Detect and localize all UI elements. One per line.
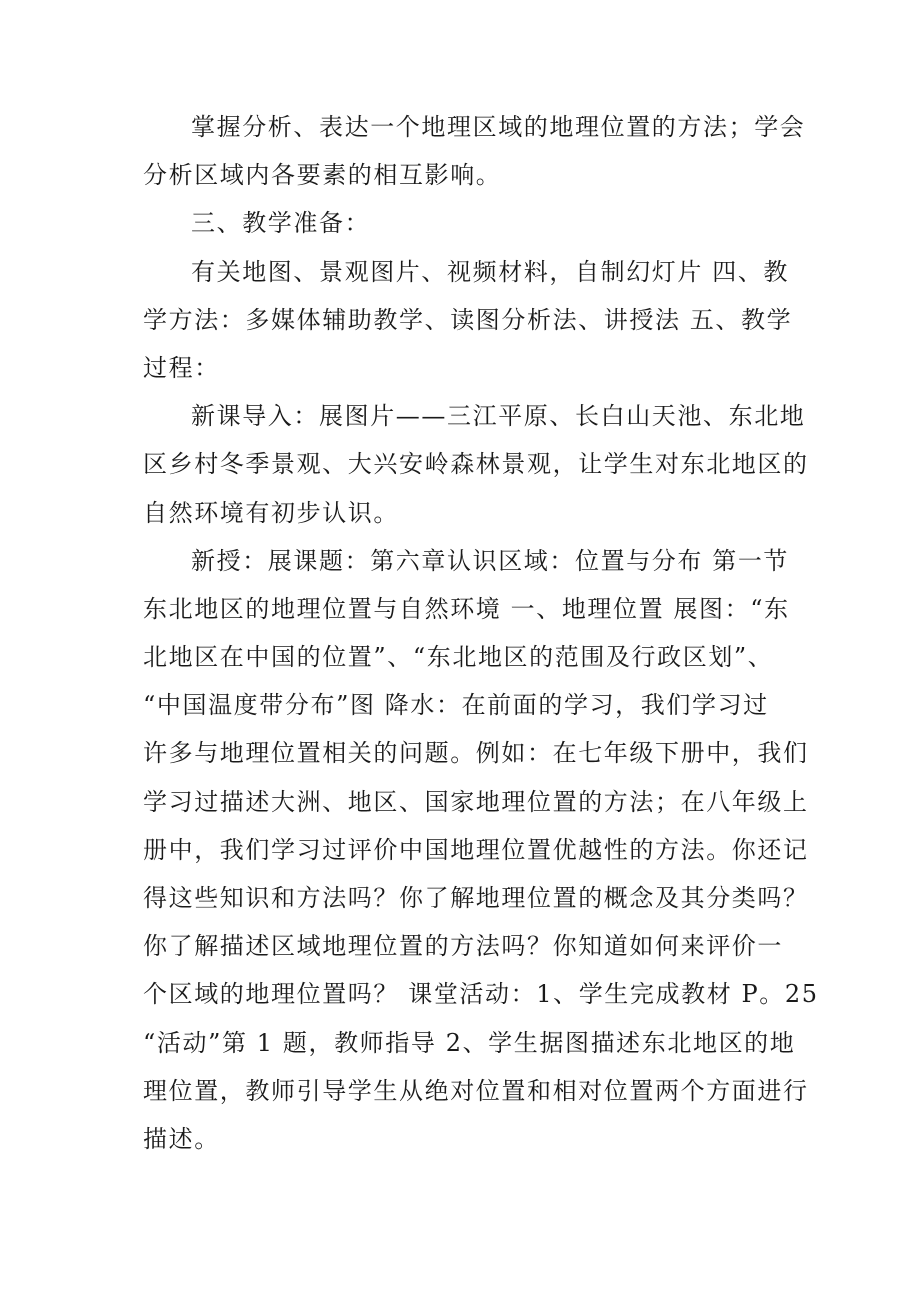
text-line: 册中，我们学习过评价中国地理位置优越性的方法。你还记 <box>143 835 809 864</box>
text-line: 有关地图、景观图片、视频材料，自制幻灯片 四、教 <box>191 257 790 286</box>
text-line: 你了解描述区域地理位置的方法吗？你知道如何来评价一 <box>143 932 783 961</box>
text-line: 得这些知识和方法吗？你了解地理位置的概念及其分类吗？ <box>143 884 809 912</box>
text-line: 新授：展课题：第六章认识区域：位置与分布 第一节 <box>191 546 790 575</box>
text-line: 理位置，教师引导学生从绝对位置和相对位置两个方面进行 <box>143 1076 809 1105</box>
text-line: 学方法：多媒体辅助教学、读图分析法、讲授法 五、教学 <box>143 305 793 334</box>
text-line: 东北地区的地理位置与自然环境 一、地理位置 展图：“东 <box>143 594 790 623</box>
text-line: 三、教学准备： <box>191 209 371 238</box>
text-line: 自然环境有初步认识。 <box>143 498 399 527</box>
paragraph-objective <box>143 107 806 203</box>
text-line: 学习过描述大洲、地区、国家地理位置的方法；在八年级上 <box>143 787 809 816</box>
text-line: 区乡村冬季景观、大兴安岭森林景观，让学生对东北地区的 <box>143 450 809 479</box>
paragraph-materials-methods <box>143 252 793 397</box>
text-line: 许多与地理位置相关的问题。例如：在七年级下册中，我们 <box>143 739 809 768</box>
document-body <box>143 107 819 1167</box>
text-line: 分析区域内各要素的相互影响。 <box>143 161 502 190</box>
text-line: 北地区在中国的位置”、“东北地区的范围及行政区划”、 <box>143 643 774 672</box>
text-line: 过程： <box>143 353 220 382</box>
text-line: 掌握分析、表达一个地理区域的地理位置的方法；学会 <box>191 113 806 141</box>
section-heading-preparation <box>143 203 783 251</box>
paragraph-new-lesson <box>143 541 819 1167</box>
paragraph-introduction <box>143 396 809 541</box>
text-line: “活动”第 1 题，教师指导 2、学生据图描述东北地区的地 <box>143 1028 796 1057</box>
text-line: 新课导入：展图片——三江平原、长白山天池、东北地 <box>191 402 806 431</box>
text-line: 描述。 <box>143 1124 220 1153</box>
text-line: “中国温度带分布”图 降水：在前面的学习，我们学习过 <box>143 691 769 720</box>
text-line: 个区域的地理位置吗？ 课堂活动：1、学生完成教材 P。25 <box>143 980 819 1009</box>
